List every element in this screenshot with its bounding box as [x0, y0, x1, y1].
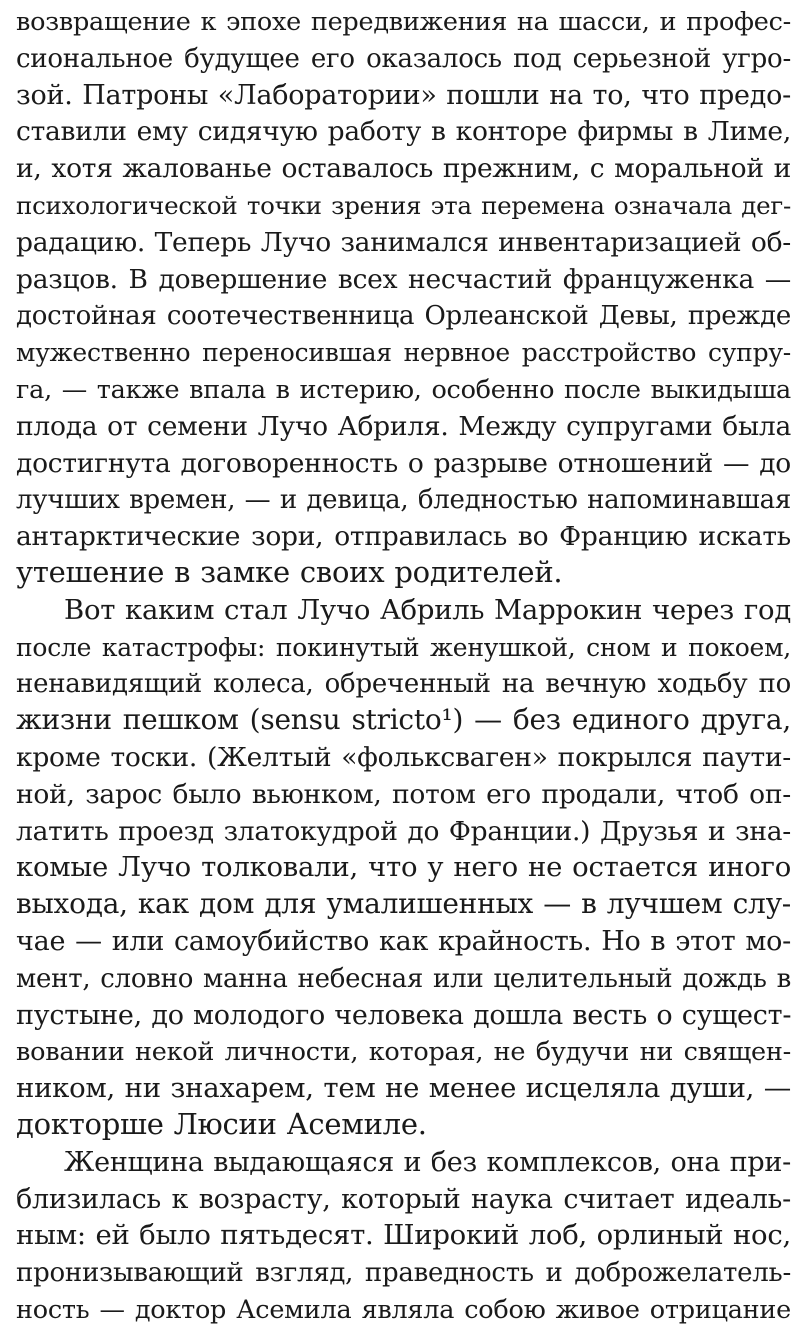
text-line: комые Лучо толковали, что у него не остается иного [16, 851, 791, 884]
text-line: лучших времен, — и девица, бледностью напоминавшая [16, 485, 791, 516]
text-line: близилась к возрасту, который наука считает идеаль- [16, 1183, 791, 1215]
text-line: Вот каким стал Лучо Абриль Маррокин через год [64, 593, 791, 626]
text-line: достигнута договоренность о разрыве отношений — до [16, 447, 791, 479]
text-line: чае — или самоубийство как крайность. Но в этот мо- [16, 925, 791, 957]
text-line: ность — доктор Асемила являла собою живое отрицание [16, 1294, 791, 1325]
text-line: ставили ему сидячую работу в конторе фирмы в Лиме, [16, 116, 791, 148]
text-line: после катастрофы: покинутый женушкой, сном и покоем, [16, 632, 791, 662]
text-line: пустыне, до молодого человека дошла весть о сущест- [16, 999, 792, 1031]
text-line: сиональное будущее его оказалось под серьезной угро- [16, 43, 791, 74]
text-line: зой. Патроны «Лаборатории» пошли на то, что предо- [16, 79, 791, 111]
text-line: радацию. Теперь Лучо занимался инвентаризацией об- [16, 226, 791, 258]
text-line: вовании некой личности, которая, не будучи ни священ- [16, 1037, 791, 1068]
text-line: выхода, как дом для умалишенных — в лучшем слу- [16, 887, 791, 921]
text-line: докторше Люсии Асемиле. [16, 1106, 427, 1141]
text-line: латить проезд златокудрой до Франции.) Друзья и зна- [16, 815, 791, 847]
text-line: возвращение к эпохе передвижения на шасси, и профес- [16, 7, 791, 37]
text-line: пронизывающий взгляд, праведность и доброжелатель- [16, 1258, 791, 1289]
text-line: и, хотя жалованье оставалось прежним, с моральной и [16, 153, 791, 185]
text-line: Женщина выдающаяся и без комплексов, она при- [64, 1146, 791, 1178]
text-line: ником, ни знахарем, тем не менее исцеляла души, — [16, 1072, 791, 1105]
text-line: жизни пешком (sensu stricto¹) — без единого друга, [16, 703, 791, 737]
body-text [16, 2, 791, 1327]
text-line: ным: ей было пятьдесят. Широкий лоб, орлиный нос, [16, 1219, 791, 1252]
text-line: психологической точки зрения эта перемена означала дег- [16, 190, 791, 220]
text-line: разцов. В довершение всех несчастий француженка — [16, 263, 791, 295]
text-line: достойная соотечественница Орлеанской Девы, прежде [16, 301, 791, 332]
text-line: га, — также впала в истерию, особенно после выкидыша [16, 374, 791, 405]
text-line: ной, зарос было вьюнком, потом его продали, чтоб оп- [16, 778, 791, 810]
text-line: плода от семени Лучо Абриля. Между супругами была [16, 410, 791, 442]
text-line: мужественно переносившая нервное расстройство супру- [16, 338, 791, 368]
text-line: антарктические зори, отправилась во Францию искать [16, 521, 791, 553]
text-line: кроме тоски. (Желтый «фольксваген» покрылся паути- [16, 741, 791, 773]
text-line: утешение в замке своих родителей. [16, 554, 563, 589]
text-line: мент, словно манна небесная или целительный дождь в [16, 963, 791, 994]
text-line: ненавидящий колеса, обреченный на вечную ходьбу по [16, 669, 791, 700]
